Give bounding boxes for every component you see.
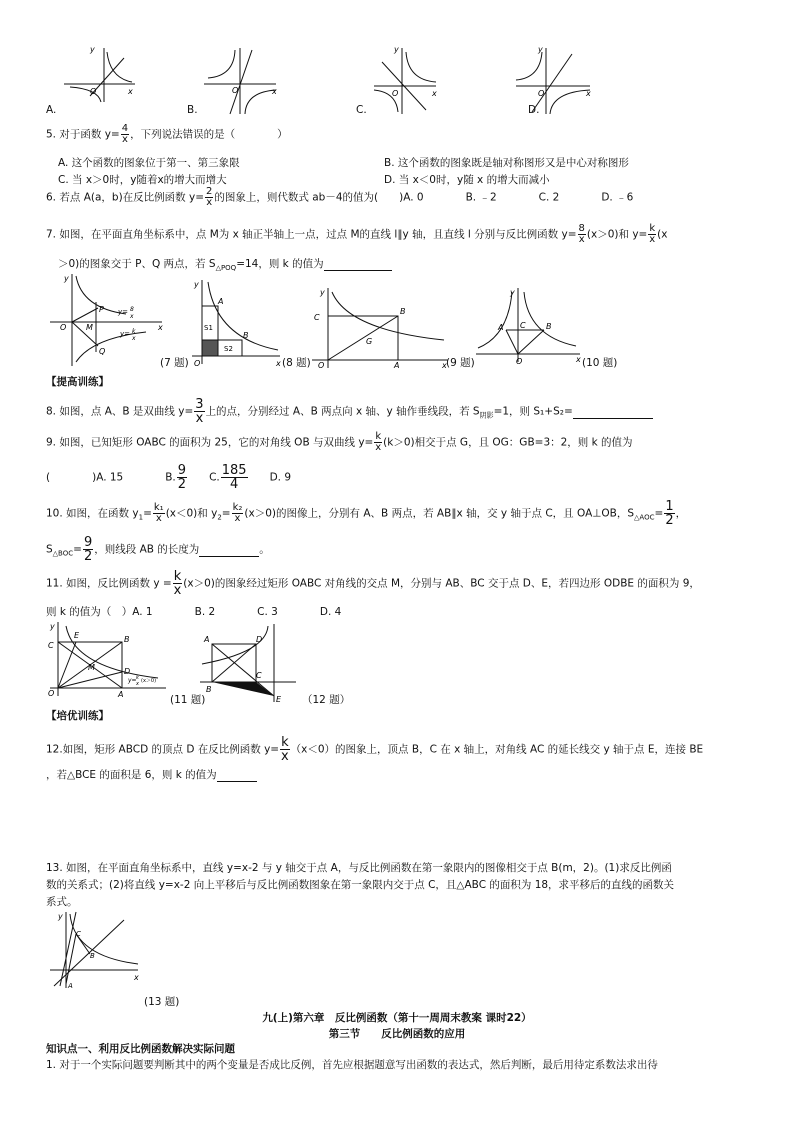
svg-text:x: x xyxy=(134,973,139,982)
q4-option-c[interactable]: C. xyxy=(356,104,367,116)
svg-text:Q: Q xyxy=(99,347,106,356)
q4-graph-a xyxy=(60,44,140,104)
svg-text:x: x xyxy=(276,359,281,368)
q8-figure xyxy=(188,278,284,368)
q4-option-b[interactable]: B. xyxy=(187,104,198,116)
svg-text:x: x xyxy=(576,355,581,364)
svg-text:O: O xyxy=(318,361,325,370)
q4-option-a[interactable]: A. xyxy=(46,104,57,116)
q4-graph-d xyxy=(512,44,594,116)
svg-text:x: x xyxy=(136,681,139,687)
svg-text:O: O xyxy=(194,359,201,368)
svg-text:E: E xyxy=(74,631,80,640)
svg-text:B: B xyxy=(90,952,95,960)
svg-text:y: y xyxy=(320,288,325,297)
q8-stem: 8. 如图，点 A、B 是双曲线 y= $\frac{3}{x}$ 上的点，分别经过 A、B 两点向 x 轴、y 轴作垂线段，若 $S_{阴影}=1$，则 S₁+S₂= xyxy=(46,398,653,425)
svg-text:D: D xyxy=(256,635,263,644)
svg-text:A: A xyxy=(118,690,124,699)
q9-stem: 9. 如图，已知矩形 OABC 的面积为 25，它的对角线 OB 与双曲线 y= $\frac{k}{x}$ (k＞0)相交于点 G，且 OG：GB=3：2，则 k 的值为 xyxy=(46,431,633,453)
svg-text:(x＞0): (x＞0) xyxy=(141,678,157,684)
q5-option-a[interactable]: A. 这个函数的图象位于第一、第三象限 xyxy=(58,157,240,169)
knowledge-point-heading: 知识点一、利用反比例函数解决实际问题 xyxy=(46,1043,235,1055)
section-excel: 【培优训练】 xyxy=(46,710,109,722)
q5-option-c[interactable]: C. 当 x＞0时，y随着x的增大而增大 xyxy=(58,174,227,186)
svg-text:y: y xyxy=(510,288,515,297)
svg-text:C: C xyxy=(256,671,262,680)
svg-text:y: y xyxy=(194,280,199,289)
q11-figure-caption: (11 题) xyxy=(170,694,206,706)
svg-text:C: C xyxy=(76,930,81,938)
svg-text:C: C xyxy=(48,641,54,650)
svg-text:C: C xyxy=(520,321,526,330)
svg-text:y: y xyxy=(90,45,95,54)
svg-text:y: y xyxy=(64,274,69,283)
q10-answer-blank[interactable] xyxy=(199,544,259,557)
svg-text:x: x xyxy=(158,323,163,332)
q9-figure-caption: (9 题) xyxy=(446,357,475,369)
q12-answer-blank[interactable] xyxy=(217,769,257,782)
svg-text:y=: y= xyxy=(128,677,137,684)
chapter-title: 九(上)第六章 反比例函数（第十一周周末教案 课时22） xyxy=(262,1012,532,1024)
svg-text:B: B xyxy=(124,635,130,644)
q11-figure xyxy=(46,620,170,700)
svg-text:y: y xyxy=(58,912,63,921)
q9-options[interactable]: ( )A. 15 B. $\frac{9}{2}$ C. $\frac{185}{4}$ D. 9 xyxy=(46,463,292,492)
svg-text:y=: y= xyxy=(118,308,129,316)
svg-text:B: B xyxy=(400,307,406,316)
svg-text:O: O xyxy=(90,87,97,96)
svg-text:O: O xyxy=(48,689,55,698)
q8-answer-blank[interactable] xyxy=(573,406,653,419)
q7-figure xyxy=(46,272,166,368)
svg-text:y=: y= xyxy=(120,330,131,338)
svg-text:B: B xyxy=(206,685,212,694)
svg-text:A: A xyxy=(68,982,73,990)
svg-text:y: y xyxy=(50,622,55,631)
q10-figure xyxy=(472,286,584,366)
q13-figure xyxy=(46,910,142,990)
section-subtitle: 第三节 反比例函数的应用 xyxy=(328,1028,466,1040)
q13-line1: 13. 如图，在平面直角坐标系中，直线 y=x-2 与 y 轴交于点 A，与反比例函数在第一象限内的图像相交于点 B(m，2)。(1)求反比例函 xyxy=(46,862,672,874)
q7-stem-line2: ＞0)的图象交于 P、Q 两点，若 $S_{\triangle POQ}=14$，则 k 的值为 xyxy=(58,256,392,272)
q12-stem-line1: 12.如图，矩形 ABCD 的顶点 D 在反比例函数 y= $\frac{k}{x}$ （x＜0）的图象上，顶点 B，C 在 x 轴上，对角线 AC 的延长线交 y 轴于点 E，连接 BE xyxy=(46,735,704,764)
svg-text:A: A xyxy=(204,635,210,644)
svg-text:E: E xyxy=(276,695,282,704)
q4-option-d[interactable]: D. xyxy=(528,104,540,116)
svg-text:B: B xyxy=(546,322,552,331)
q12-stem-line2: ，若△BCE 的面积是 6，则 k 的值为 xyxy=(46,767,257,782)
q11-stem-line1: 11. 如图，反比例函数 y = $\frac{k}{x}$ (x＞0)的图象经过矩形 OABC 对角线的交点 M，分别与 AB、BC 交于点 D、E，若四边形 ODBE 的面积为 9， xyxy=(46,569,700,598)
svg-text:M: M xyxy=(86,323,93,332)
svg-text:A: A xyxy=(498,323,504,332)
q4-graph-c xyxy=(370,44,440,116)
svg-text:k: k xyxy=(136,675,139,681)
svg-text:O: O xyxy=(516,357,523,366)
svg-text:D: D xyxy=(124,667,131,676)
svg-text:8: 8 xyxy=(130,306,134,313)
svg-text:O: O xyxy=(60,323,67,332)
svg-text:O: O xyxy=(392,89,399,98)
svg-text:S1: S1 xyxy=(204,324,213,332)
svg-text:G: G xyxy=(366,337,373,346)
q7-figure-caption: (7 题) xyxy=(160,357,189,369)
q8-figure-caption: (8 题) xyxy=(282,357,311,369)
svg-text:A: A xyxy=(218,297,224,306)
svg-text:P: P xyxy=(99,305,104,314)
q6-stem: 6. 若点 A(a，b)在反比例函数 y= $\frac{2}{x}$ 的图象上，则代数式 ab－4的值为( )A. 0 B. ﹣2 C. 2 D. ﹣6 xyxy=(46,186,634,208)
q12-figure-caption: （12 题） xyxy=(302,694,351,706)
svg-text:x: x xyxy=(432,89,437,98)
q4-graph-b xyxy=(200,44,280,116)
q5-option-d[interactable]: D. 当 x＜0时，y随 x 的增大而减小 xyxy=(384,174,550,186)
q13-line3: 系式。 xyxy=(46,896,78,908)
svg-text:O: O xyxy=(538,89,545,98)
svg-text:A: A xyxy=(394,361,400,370)
svg-text:y: y xyxy=(394,45,399,54)
q12-figure xyxy=(196,622,300,704)
svg-text:S2: S2 xyxy=(224,345,233,353)
svg-text:x: x xyxy=(128,87,133,96)
svg-text:O: O xyxy=(232,86,239,95)
q13-figure-caption: (13 题) xyxy=(144,996,180,1008)
svg-text:x: x xyxy=(586,89,591,98)
svg-text:B: B xyxy=(243,331,249,340)
svg-text:k: k xyxy=(132,328,136,335)
svg-text:x: x xyxy=(442,361,447,370)
svg-text:x: x xyxy=(130,313,134,320)
svg-text:M: M xyxy=(88,663,95,672)
q11-options[interactable]: 则 k 的值为（ ）A. 1 B. 2 C. 3 D. 4 xyxy=(46,606,342,618)
svg-text:x: x xyxy=(132,335,136,342)
q9-figure xyxy=(308,286,450,370)
q5-option-b[interactable]: B. 这个函数的图象既是轴对称图形又是中心对称图形 xyxy=(384,157,629,169)
q7-stem-line1: 7. 如图，在平面直角坐标系中，点 M为 x 轴正半轴上一点，过点 M的直线 l∥y 轴，且直线 l 分别与反比例函数 y= $\frac{8}{x}$ (x＞0)和 y= $\frac{k}{x}$ (x xyxy=(46,223,668,245)
svg-text:x: x xyxy=(272,87,277,96)
q10-stem-line1: 10. 如图，在函数 $y_1=$ $\frac{\text{k₁}}{x}$ (x＜0)和 $y_2=$ $\frac{\text{k₂}}{x}$ (x＞0)的图像上，分别有 A、B 两点，若 AB∥x 轴，交 y 轴于点 C，且 OA⊥OB，$S_{\triangle AOC}=$ $\frac{1}{2}$ ， xyxy=(46,499,687,528)
q7-answer-blank[interactable] xyxy=(324,258,392,271)
knowledge-paragraph: 1. 对于一个实际问题要判断其中的两个变量是否成比反例，首先应根据题意写出函数的表达式，然后判断，最后用待定系数法求出待 xyxy=(46,1059,658,1071)
q10-stem-line2: $S_{\triangle BOC}=$ $\frac{9}{2}$ ，则线段 AB 的长度为 。 xyxy=(46,535,270,564)
q10-figure-caption: (10 题) xyxy=(582,357,618,369)
svg-text:y: y xyxy=(538,45,543,54)
q5-stem: 5. 对于函数 y= $\frac{4}{x}$ ，下列说法错误的是（ ） xyxy=(46,123,288,145)
q13-line2: 数的关系式；(2)将直线 y=x-2 向上平移后与反比例函数图象在第一象限内交于点 C，且△ABC 的面积为 18，求平移后的直线的函数关 xyxy=(46,879,675,891)
section-improve: 【提高训练】 xyxy=(46,376,109,388)
svg-text:C: C xyxy=(314,313,320,322)
